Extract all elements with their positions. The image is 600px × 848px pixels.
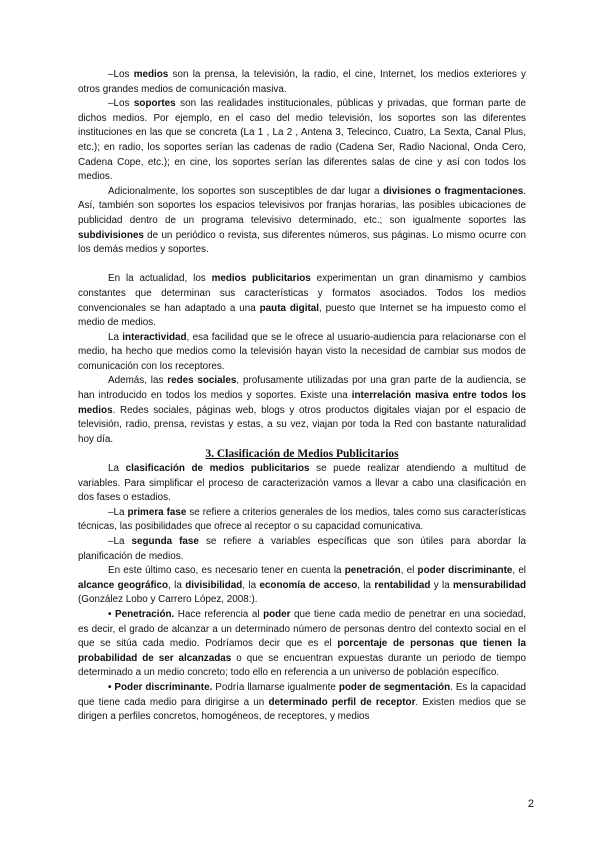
text-run: experimentan un gran dinamismo y cambios constantes que determinan sus características y formatos asociados. Todos los medios convencionales se han adaptado a una xyxy=(78,273,527,314)
paragraph xyxy=(78,68,526,97)
bold-term: poder de segmentación xyxy=(338,681,451,693)
text-run: 3. Clasificación de Medios Publicitarios xyxy=(205,448,399,461)
bold-term: medios publicitarios xyxy=(211,273,311,285)
bold-term: clasificación de medios publicitarios xyxy=(125,463,310,475)
bold-term: divisibilidad xyxy=(185,579,243,591)
bold-term: pauta digital xyxy=(259,302,319,314)
text-run: se refiere a variables específicas que son útiles para abordar la planificación de medios. xyxy=(78,536,526,562)
bold-term: mensurabilidad xyxy=(453,579,527,591)
bold-term: • Penetración. xyxy=(108,608,175,620)
text-run: –Los xyxy=(108,69,134,80)
bold-term: rentabilidad xyxy=(374,579,431,591)
text-run: Hace referencia al xyxy=(174,608,264,620)
text-run: . Así, también son soportes los espacios televisivos por franjas horarias, las posibles ubicaciones de publicidad dentro de un programa televisivo determinado, etc.; son igualmente soportes las xyxy=(78,185,526,226)
text-run: La xyxy=(108,463,126,475)
text-run: . Es la capacidad que tiene cada medio para dirigirse a un xyxy=(78,681,526,708)
text-run: –La xyxy=(108,536,132,547)
text-run: La xyxy=(108,331,123,343)
paragraph xyxy=(78,331,526,375)
bold-term: interrelación masiva entre todos los medios xyxy=(78,390,526,416)
text-run: , el xyxy=(400,565,418,577)
paragraph xyxy=(78,608,526,681)
text-run: se refiere a criterios generales de los medios, tales como sus características técnicas, las posibilidades que ofrece al receptor o su capacidad comunicativa. xyxy=(78,506,526,533)
bold-term: redes sociales xyxy=(167,375,237,387)
bold-term: penetración xyxy=(344,565,401,577)
section-heading xyxy=(78,447,526,462)
bold-term: poder xyxy=(263,608,291,620)
page-number: 2 xyxy=(527,798,534,810)
paragraph xyxy=(78,272,526,330)
page-body xyxy=(78,68,526,725)
text-run: . Existen medios que se dirigen a perfiles concretos, homogéneos, de receptores, y medios xyxy=(78,696,526,723)
paragraph xyxy=(78,97,526,185)
text-run: , esa facilidad que se le ofrece al usuario-audiencia para relacionarse con el medio, ha hecho que medios como la televisión hayan visto la necesidad de cambiar sus modos de comunicación con los receptores. xyxy=(78,331,526,372)
bold-term: segunda fase xyxy=(131,536,199,547)
bold-term: porcentaje de personas que tienen la probabilidad de ser alcanzadas xyxy=(78,638,526,664)
text-run: , profusamente utilizadas por una gran parte de la audiencia, se han introducido en todos los medios y soportes. Existe una xyxy=(78,375,526,402)
paragraph xyxy=(78,535,526,564)
paragraph xyxy=(78,462,526,506)
bold-term: medios xyxy=(133,69,169,80)
text-run: Adicionalmente, los soportes son susceptibles de dar lugar a xyxy=(108,185,383,197)
bold-term: determinado perfil de receptor xyxy=(268,696,416,708)
text-run: o que se encuentran expuestas durante un periodo de tiempo determinado a un medio concreto; todo ello en referencia a un universo de población específico. xyxy=(78,652,526,679)
bold-term: poder discriminante xyxy=(417,565,513,577)
text-run: Podría llamarse igualmente xyxy=(212,681,339,693)
text-run: . Redes sociales, páginas web, blogs y otros productos digitales viajan por el espacio de televisión, radio, prensa, revistas y estas, a su vez, viajan por toda la Red con bastante naturalidad hoy día. xyxy=(78,404,526,445)
text-run: (González Lobo y Carrero López, 2008:). xyxy=(78,594,258,606)
text-run: –La xyxy=(108,506,128,518)
text-run: –Los xyxy=(108,98,134,110)
bold-term: primera fase xyxy=(127,506,187,518)
text-run: son las realidades institucionales, públicas y privadas, que forman parte de dichos medios. Por ejemplo, en el caso del medio televisión, los soportes son las diferentes instituciones en las que se concreta (La 1 , La 2 , Antena 3, Telecinco, Cuatro, La Sexta, Canal Plus, etc.); en radio, los soportes serían las cadenas de radio (Cadena Ser, Radio Nacional, Onda Cero, Cadena Cope, etc.); en cine, los soportes serían las diferentes salas de cine y así con todos los medios. xyxy=(78,98,526,183)
bold-term: • Poder discriminante. xyxy=(108,681,213,693)
text-run: son la prensa, la televisión, la radio, el cine, Internet, los medios exteriores y otros grandes medios de comunicación masiva. xyxy=(78,69,526,95)
bold-term: alcance geográfico xyxy=(78,579,169,591)
bold-term: subdivisiones xyxy=(78,229,144,241)
paragraph xyxy=(78,564,526,608)
text-run: En este último caso, es necesario tener en cuenta la xyxy=(108,565,345,577)
paragraph xyxy=(78,506,526,535)
text-run: En la actualidad, los xyxy=(108,273,212,285)
text-run: , puesto que Internet se ha impuesto como el medio de medios. xyxy=(78,302,526,329)
bold-term: interactividad xyxy=(122,331,187,343)
bold-term: soportes xyxy=(133,98,176,110)
text-run: , la xyxy=(357,579,375,591)
text-run: , el xyxy=(512,565,526,577)
bold-term: economía de acceso xyxy=(259,579,358,591)
text-run: de un periódico o revista, sus diferentes números, sus páginas. Lo mismo ocurre con los demás medios y soportes. xyxy=(78,229,526,256)
text-run: Además, las xyxy=(108,375,168,387)
text-run: y la xyxy=(430,579,454,591)
text-run: se puede realizar atendiendo a multitud de variables. Para simplificar el proceso de caracterización vamos a llevar a cabo una clasificación en dos fases o estadios. xyxy=(78,463,526,504)
paragraph xyxy=(78,681,526,725)
paragraph xyxy=(78,185,526,258)
text-run: , la xyxy=(168,579,186,591)
paragraph xyxy=(78,374,526,447)
text-run: que tiene cada medio de penetrar en una sociedad, es decir, el grado de alcanzar a un determinado número de personas dentro del contexto social en el que se sitúa cada medio. Podríamos decir que es el xyxy=(78,608,526,650)
text-run: , la xyxy=(242,579,260,591)
bold-term: divisiones o fragmentaciones xyxy=(382,185,524,197)
